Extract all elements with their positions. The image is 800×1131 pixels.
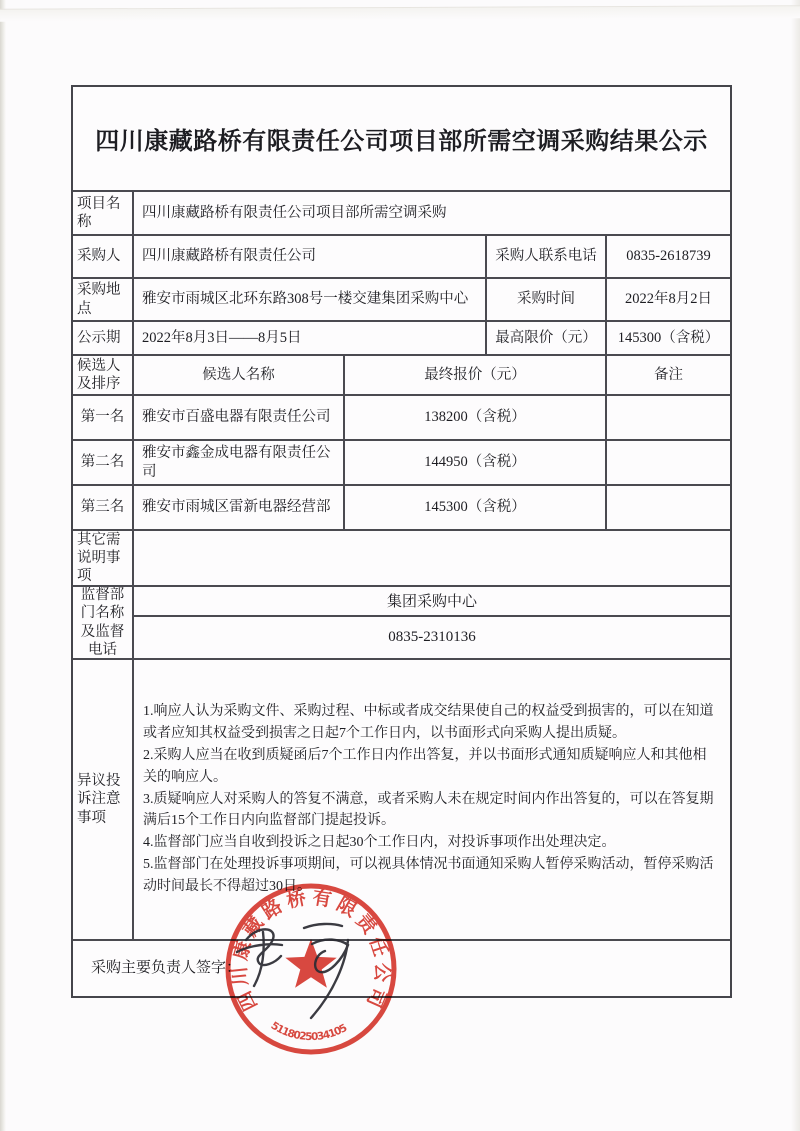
candidate-row-1 xyxy=(73,396,730,441)
candidate-name: 雅安市百盛电器有限责任公司 xyxy=(134,396,345,439)
objection-item-1: 1.响应人认为采购文件、采购过程、中标或者成交结果使自己的权益受到损害的，可以在知道或者应知其权益受到损害之日起7个工作日内，以书面形式向采购人提出质疑。 xyxy=(143,704,714,742)
supervision-values xyxy=(134,587,730,658)
seal-number-text: 5118025034105 xyxy=(268,1019,350,1044)
candidate-name-header: 候选人名称 xyxy=(134,356,345,394)
publicity-period-row xyxy=(73,322,730,356)
document-title: 四川康藏路桥有限责任公司项目部所需空调采购结果公示 xyxy=(95,129,708,155)
candidate-rank: 第二名 xyxy=(73,441,134,484)
buyer-phone-label: 采购人联系电话 xyxy=(487,236,607,277)
buyer-phone-value: 0835-2618739 xyxy=(626,248,711,265)
purchase-time-value: 2022年8月2日 xyxy=(625,291,712,308)
objection-item-3: 3.质疑响应人对采购人的答复不满意，或者采购人未在规定时间内作出答复的，可以在答复期满后15个工作日内向监督部门提起投诉。 xyxy=(143,791,714,829)
candidates-section-label: 候选人及排序 xyxy=(73,356,134,394)
max-price-label: 最高限价（元） xyxy=(487,322,607,354)
objection-label: 异议投诉注意事项 xyxy=(73,660,134,939)
location-label: 采购地点 xyxy=(73,279,134,320)
signature-label: 采购主要负责人签字： xyxy=(91,960,242,977)
candidate-name: 雅安市鑫金成电器有限责任公司 xyxy=(134,441,345,484)
procurement-result-table xyxy=(71,85,732,998)
project-name-value: 四川康藏路桥有限责任公司项目部所需空调采购 xyxy=(142,204,447,221)
candidate-row-3 xyxy=(73,486,730,531)
purchase-time-label: 采购时间 xyxy=(487,279,607,320)
objection-item-4: 4.监督部门应当自收到投诉之日起30个工作日内，对投诉事项作出处理决定。 xyxy=(143,835,616,851)
objection-row xyxy=(73,660,730,941)
buyer-label: 采购人 xyxy=(73,236,134,277)
supervision-department: 集团采购中心 xyxy=(386,594,477,611)
publicity-period-value: 2022年8月3日——8月5日 xyxy=(134,322,487,354)
other-notes-label: 其它需说明事项 xyxy=(73,531,134,585)
paper-left-edge xyxy=(0,0,6,1131)
project-name-label: 项目名称 xyxy=(73,192,134,234)
candidate-remark xyxy=(607,396,730,439)
paper-top-crease xyxy=(0,5,800,21)
buyer-row xyxy=(73,236,730,279)
seal-company-text: 四川康藏路桥有限责任公司 xyxy=(229,887,393,1014)
buyer-value: 四川康藏路桥有限责任公司 xyxy=(134,236,487,277)
other-notes-row xyxy=(73,531,730,587)
remark-header: 备注 xyxy=(654,366,683,383)
candidate-remark xyxy=(607,441,730,484)
other-notes-value xyxy=(134,531,730,585)
project-name-row xyxy=(73,192,730,236)
candidates-header-row xyxy=(73,356,730,396)
supervision-label: 监督部门名称及监督电话 xyxy=(73,587,134,658)
objection-item-5: 5.监督部门在处理投诉事项期间，可以视具体情况书面通知采购人暂停采购活动，暂停采购活动时间最长不得超过30日。 xyxy=(143,857,714,894)
paper-right-edge xyxy=(791,0,800,1131)
supervision-phone: 0835-2310136 xyxy=(134,615,730,658)
candidate-name: 雅安市雨城区雷新电器经营部 xyxy=(134,486,345,529)
objection-item-2: 2.采购人应当在收到质疑函后7个工作日内作出答复，并以书面形式通知质疑响应人和其他相关的响应人。 xyxy=(143,747,707,785)
candidate-rank: 第一名 xyxy=(73,396,134,439)
candidate-row-2 xyxy=(73,441,730,486)
candidate-remark xyxy=(607,486,730,529)
supervision-row xyxy=(73,587,730,660)
location-value: 雅安市雨城区北环东路308号一楼交建集团采购中心 xyxy=(134,279,487,320)
signature-row xyxy=(73,941,730,996)
location-row xyxy=(73,279,730,322)
candidate-price: 138200（含税） xyxy=(345,396,607,439)
signature-handwriting xyxy=(228,898,398,1036)
candidate-rank: 第三名 xyxy=(73,486,134,529)
title-row xyxy=(73,87,730,192)
final-price-header: 最终报价（元） xyxy=(345,356,607,394)
publicity-period-label: 公示期 xyxy=(73,322,134,354)
candidate-price: 145300（含税） xyxy=(345,486,607,529)
candidate-price: 144950（含税） xyxy=(345,441,607,484)
max-price-value: 145300（含税） xyxy=(617,329,720,346)
